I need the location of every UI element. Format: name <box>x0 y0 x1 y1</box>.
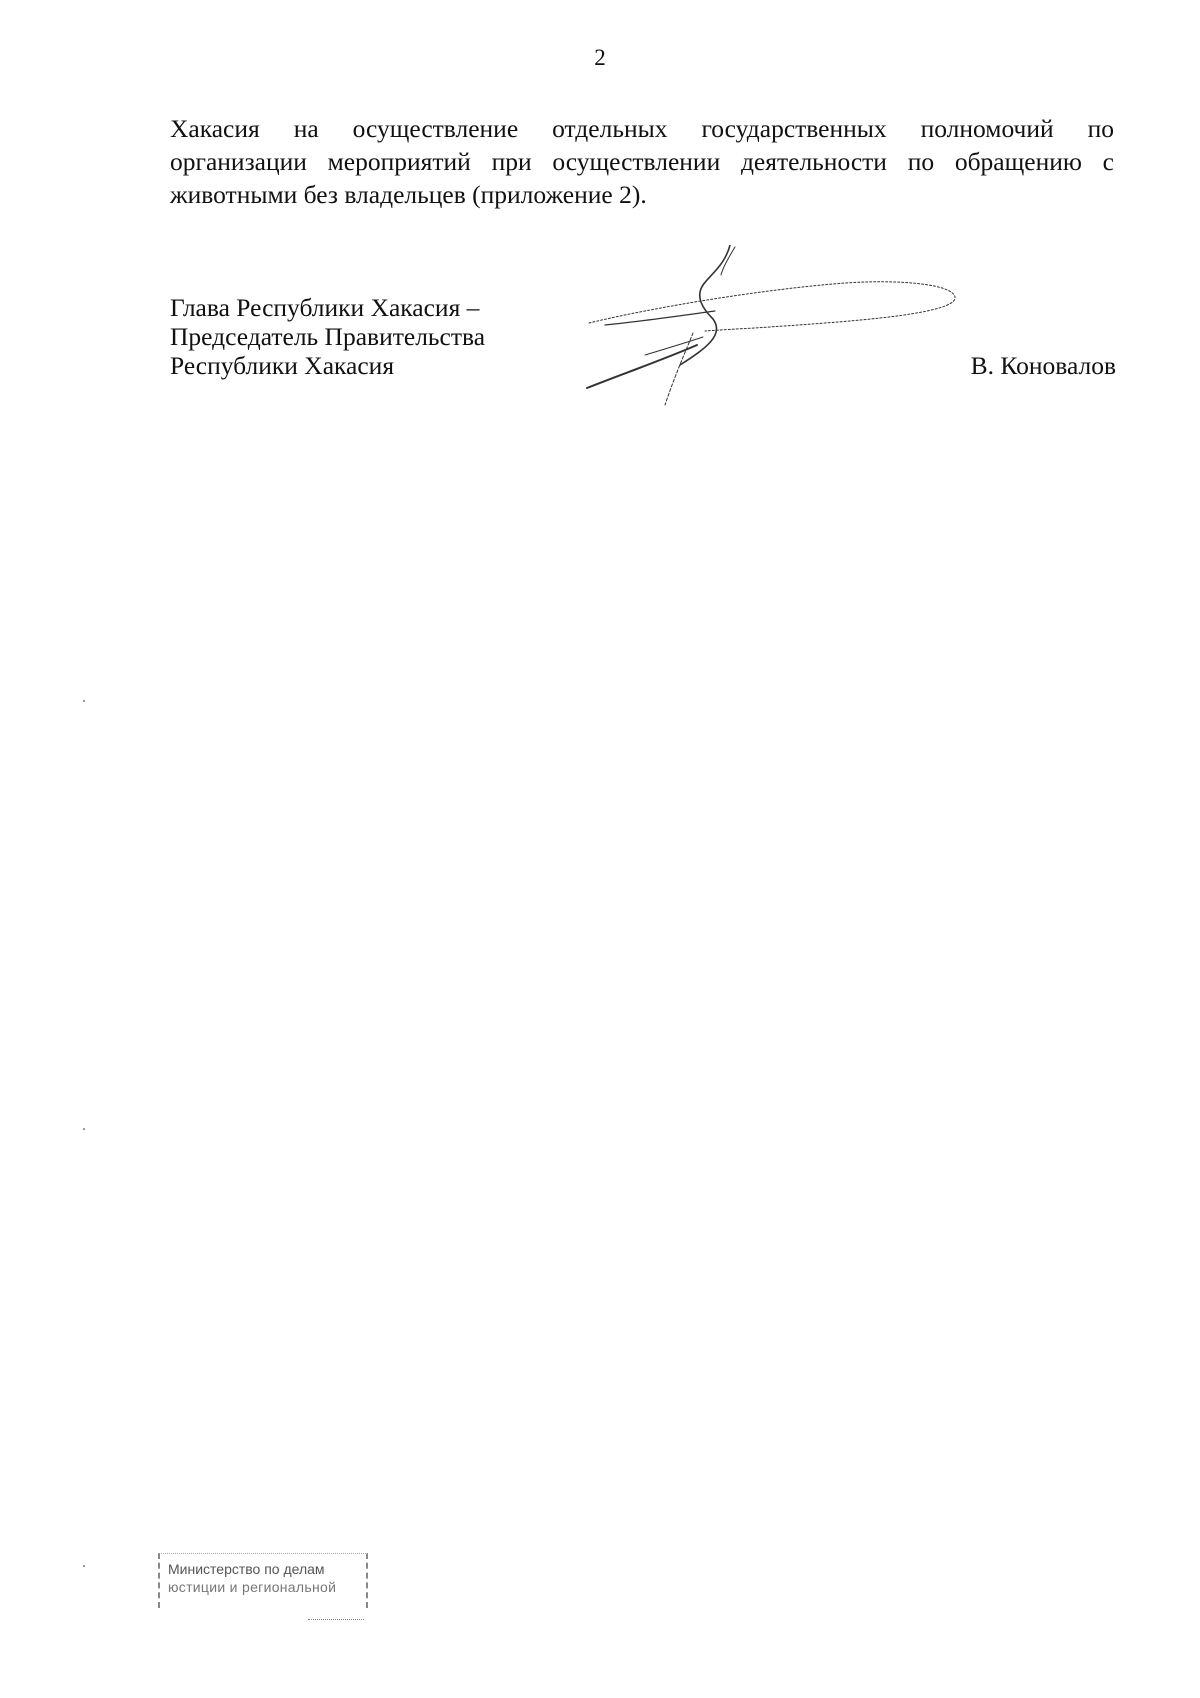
body-line: животными без владельцев (приложение 2). <box>170 180 647 209</box>
scan-speck <box>83 1565 85 1567</box>
stamp-underline <box>308 1619 364 1620</box>
scan-speck <box>83 700 85 702</box>
registration-stamp <box>158 1553 366 1625</box>
stamp-line: юстиции и региональной <box>168 1579 337 1595</box>
signatory-title-line: Республики Хакасия <box>170 351 395 380</box>
body-paragraph <box>170 112 1114 211</box>
signatory-title-line: Глава Республики Хакасия – <box>170 293 480 322</box>
signer-name: В. Коновалов <box>970 351 1116 380</box>
body-line: организации мероприятий при осуществлении деятельности по обращению с <box>170 147 1114 176</box>
body-line: Хакасия на осуществление отдельных государственных полномочий по <box>170 114 1114 143</box>
signatory-title <box>170 293 485 380</box>
handwritten-signature <box>585 245 965 425</box>
page-number: 2 <box>594 45 606 70</box>
stamp-line: Министерство по делам <box>168 1561 325 1577</box>
signatory-title-line: Председатель Правительства <box>170 322 486 351</box>
scan-speck <box>83 1128 85 1130</box>
